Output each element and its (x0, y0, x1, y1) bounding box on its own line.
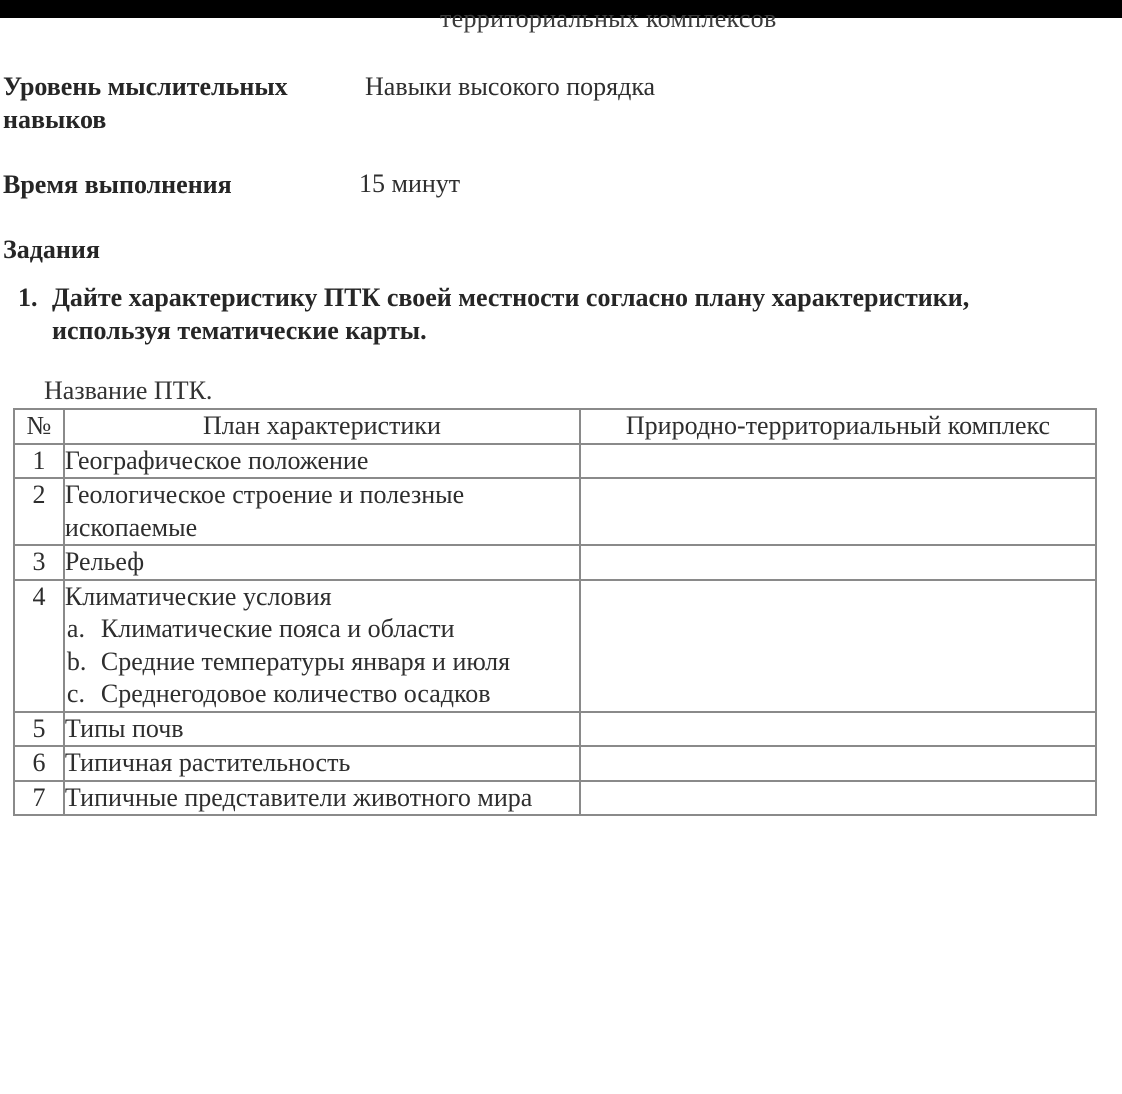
row-number: 7 (14, 781, 64, 816)
row-plan: Типы почв (64, 712, 580, 747)
sub-text: Среднегодовое количество осадков (100, 679, 491, 708)
table-row (14, 580, 1096, 712)
sub-item (65, 678, 579, 711)
table-header-row (14, 409, 1096, 444)
row-plan: Климатические условия (64, 581, 332, 611)
tasks-heading: Задания (3, 235, 100, 264)
task-text: Дайте характеристику ПТК своей местности согласно плану характеристики, используя тематические карты. (52, 283, 970, 345)
table-row (14, 444, 1096, 479)
sub-letter: a. (66, 614, 85, 643)
thinking-level-label: Уровень мыслительных навыков (3, 72, 288, 134)
header-num: № (14, 409, 64, 444)
sub-letter: c. (66, 679, 85, 708)
row-number: 1 (14, 444, 64, 479)
sub-text: Средние температуры января и июля (100, 646, 511, 676)
table-row (14, 746, 1096, 781)
row-ptk-cell[interactable] (580, 478, 1096, 545)
header-ptk: Природно-территориальный комплекс (580, 409, 1096, 444)
thinking-level-value: Навыки высокого порядка (365, 72, 656, 101)
row-number: 4 (14, 580, 64, 712)
row-ptk-cell[interactable] (580, 781, 1096, 816)
task-number: 1. (18, 283, 38, 312)
cut-off-heading: территориальных комплексов (440, 4, 777, 33)
sub-letter: b. (66, 646, 87, 676)
table-row (14, 781, 1096, 816)
time-label: Время выполнения (3, 170, 232, 199)
row-ptk-cell[interactable] (580, 545, 1096, 580)
row-plan: Геологическое строение и полезные ископаемые (64, 478, 580, 545)
table-row (14, 478, 1096, 545)
row-plan: Географическое положение (64, 444, 580, 479)
table-caption: Название ПТК. (44, 376, 213, 405)
table-row (14, 712, 1096, 747)
row-number: 3 (14, 545, 64, 580)
row-number: 6 (14, 746, 64, 781)
sub-text: Климатические пояса и области (100, 614, 455, 643)
row-ptk-cell[interactable] (580, 746, 1096, 781)
sub-item (65, 646, 579, 679)
row-number: 2 (14, 478, 64, 545)
row-ptk-cell[interactable] (580, 444, 1096, 479)
time-value: 15 минут (359, 169, 461, 198)
row-plan: Типичная растительность (64, 746, 580, 781)
characteristics-table (13, 408, 1097, 816)
sub-item (65, 613, 579, 646)
row-ptk-cell[interactable] (580, 580, 1096, 712)
row-plan-climate (64, 580, 580, 712)
table-row (14, 545, 1096, 580)
header-plan: План характеристики (64, 409, 580, 444)
row-ptk-cell[interactable] (580, 712, 1096, 747)
row-plan: Рельеф (64, 545, 580, 580)
row-plan: Типичные представители животного мира (64, 781, 580, 816)
row-number: 5 (14, 712, 64, 747)
